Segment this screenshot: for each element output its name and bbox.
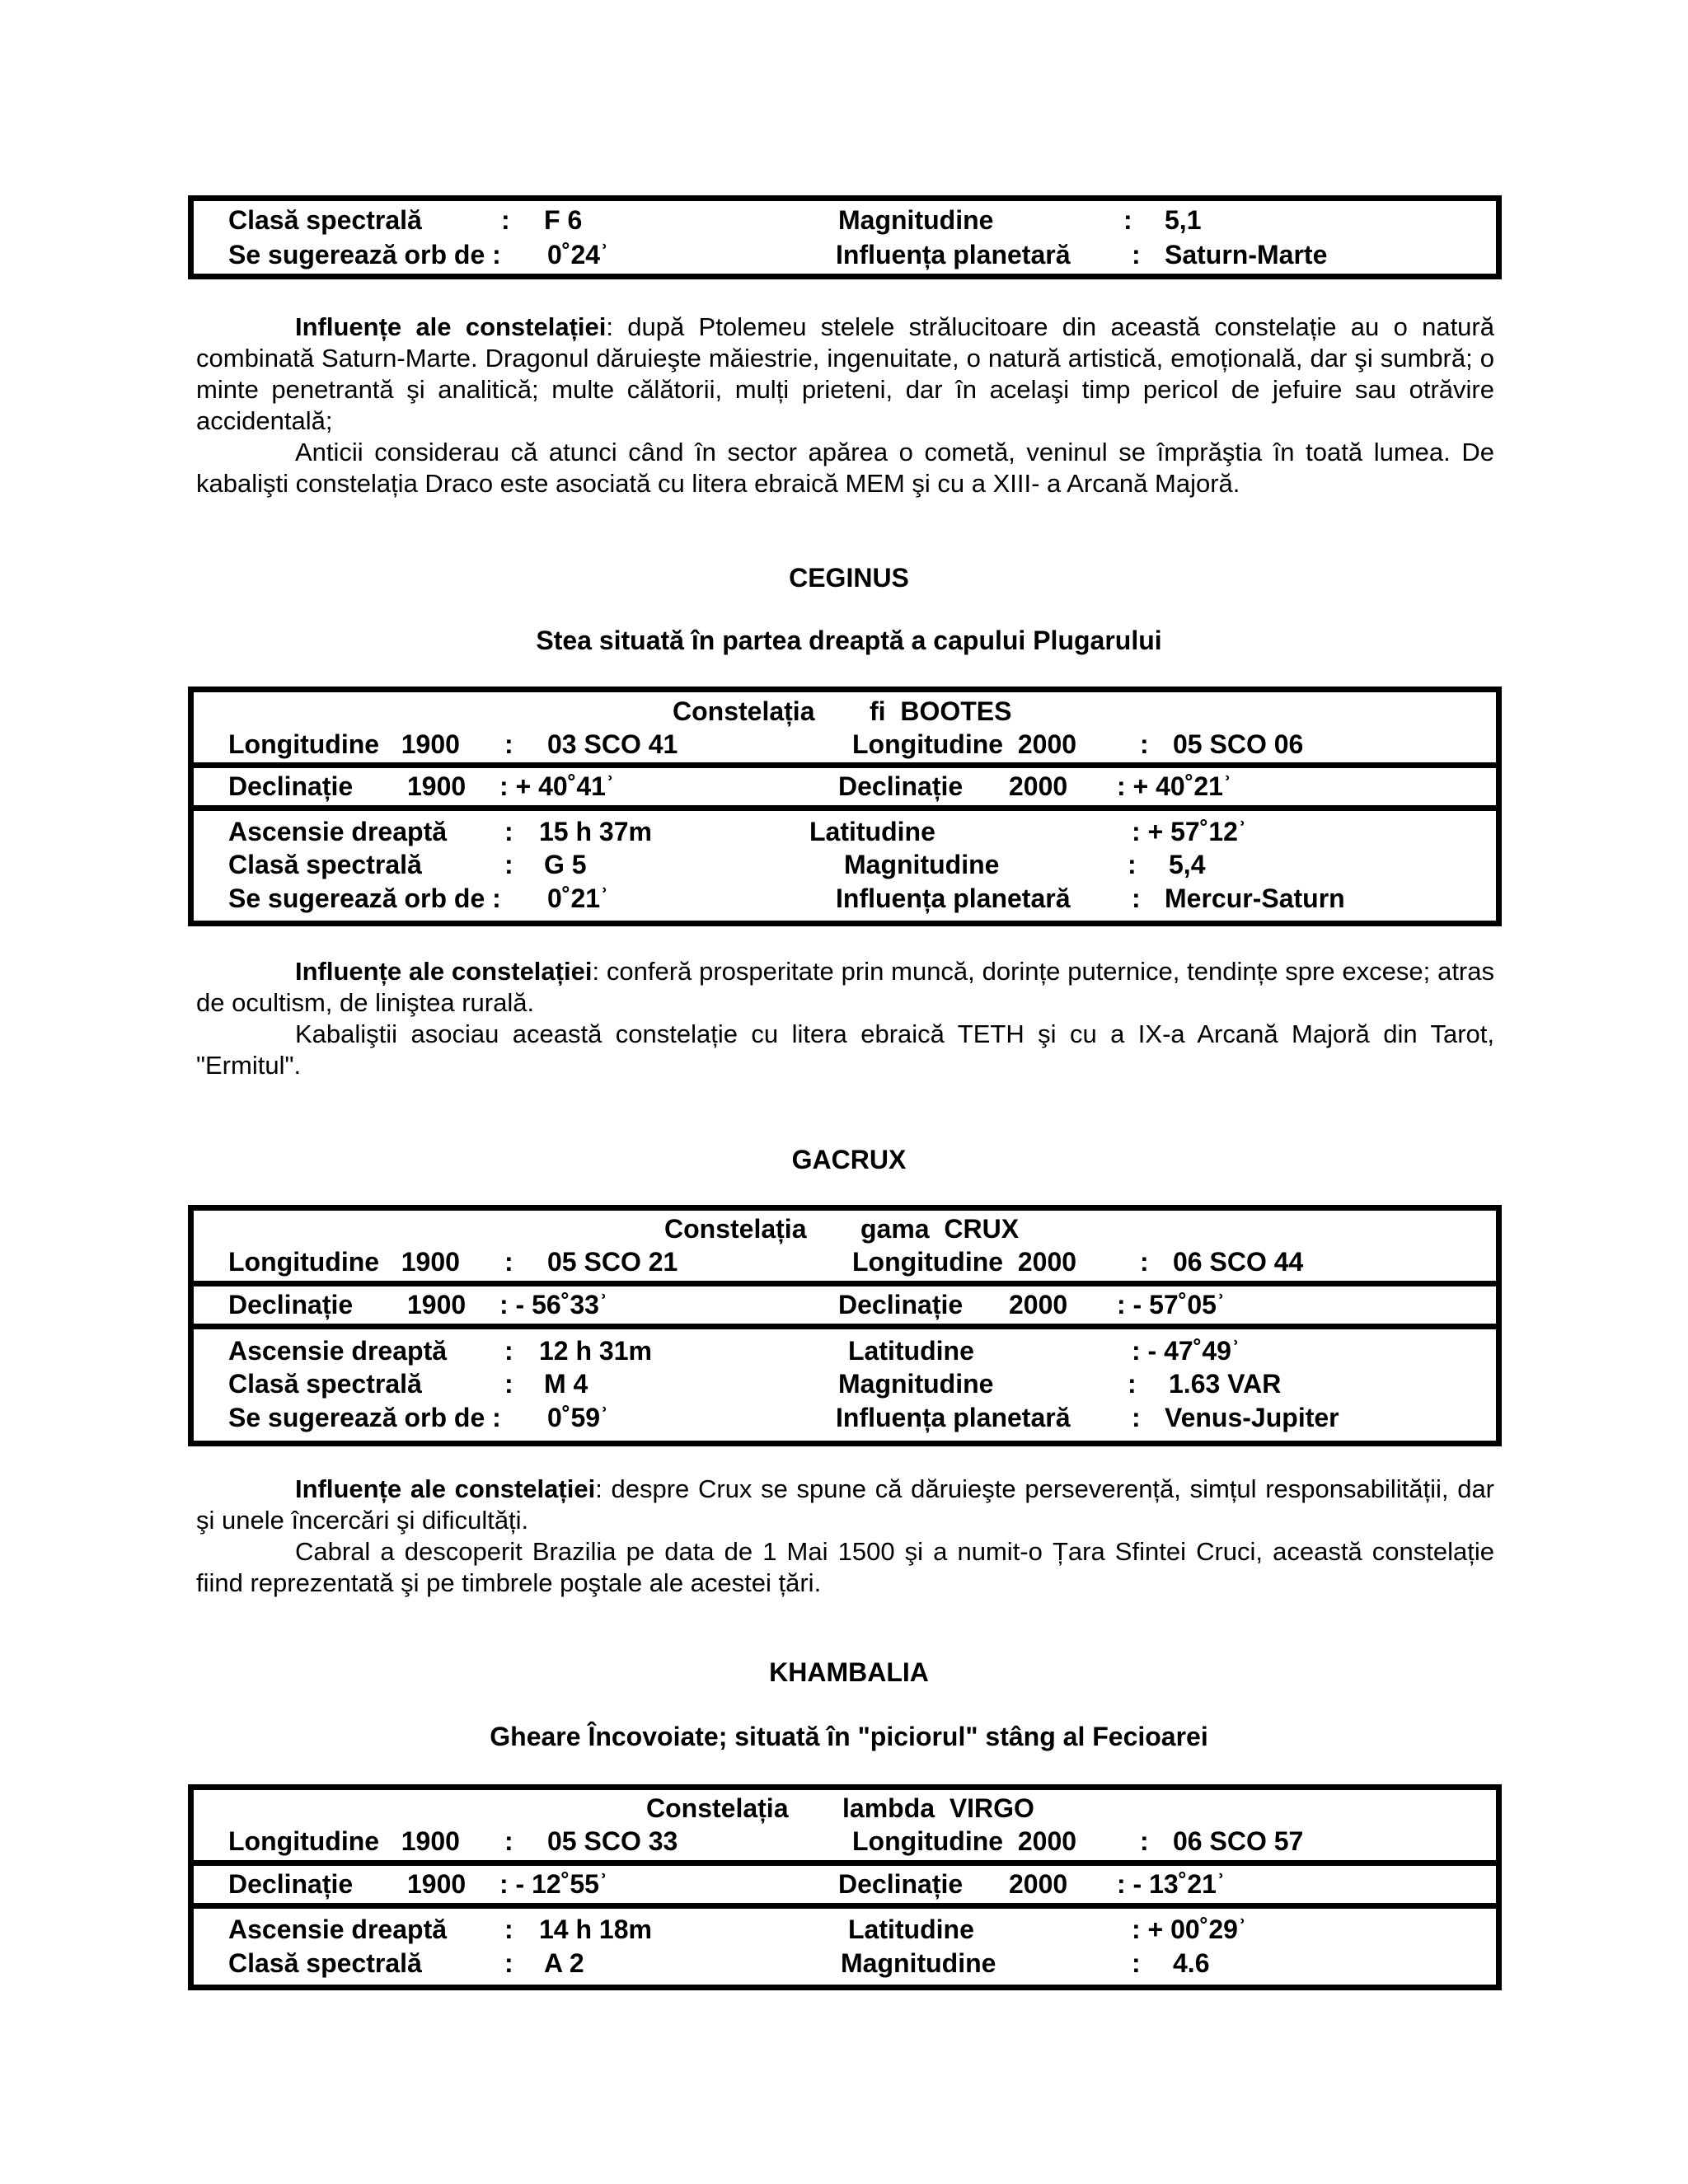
constellation-label: Constelația [664, 1214, 807, 1244]
declination-2000-value: : + 40˚21ʾ [1117, 771, 1232, 801]
right-ascension-value: 14 h 18m [539, 1915, 652, 1944]
constellation-value: fi BOOTES [870, 696, 1012, 726]
colon: : [1140, 729, 1149, 759]
longitude-2000-label: Longitudine 2000 [852, 1247, 1077, 1277]
planetary-influence-value: Mercur-Saturn [1165, 883, 1345, 913]
latitude-label: Latitudine [809, 817, 935, 846]
table-divider [188, 1281, 1502, 1286]
orb-label: Se sugerează orb de : [228, 240, 501, 269]
paragraph: Anticii considerau că atunci când în sector apărea o cometă, veninul se împrăştia în toată lumea. De kabalişti constelația Draco este asociată cu litera ebraică MEM şi cu a XIII- a Arcană Majoră. [196, 438, 1494, 498]
colon: : [1132, 1948, 1141, 1978]
influence-text: : conferă prosperitate prin muncă, dorințe puternice, tendințe spre excese; atras de ocultism, de liniştea rurală. [196, 957, 1494, 1017]
planetary-influence-value: Venus-Jupiter [1165, 1403, 1339, 1432]
magnitude-value: 5,4 [1169, 850, 1206, 879]
latitude-value: : + 00˚29ʾ [1132, 1915, 1247, 1944]
declination-1900-value: : - 56˚33ʾ [499, 1290, 608, 1319]
spectral-class-label: Clasă spectrală [228, 1948, 422, 1978]
declination-2000-label: Declinație [838, 771, 964, 801]
declination-2000-year: 2000 [1009, 1290, 1068, 1319]
constellation-influence-paragraph [196, 1474, 1494, 1536]
declination-1900-year: 1900 [407, 1869, 467, 1899]
colon: : [504, 729, 513, 759]
longitude-2000-label: Longitudine 2000 [852, 1826, 1077, 1856]
longitude-1900-label: Longitudine 1900 [228, 729, 460, 759]
right-ascension-value: 15 h 37m [539, 817, 652, 846]
influence-heading: Influențe ale constelației [295, 1474, 596, 1503]
declination-1900-value: : + 40˚41ʾ [499, 771, 615, 801]
colon: : [1140, 1247, 1149, 1277]
colon: : [1132, 240, 1141, 269]
star-title: CEGINUS [789, 563, 909, 593]
colon: : [1123, 205, 1132, 235]
latitude-value: : - 47˚49ʾ [1132, 1336, 1240, 1366]
influence-heading: Influențe ale constelației [295, 957, 593, 986]
declination-2000-year: 2000 [1009, 1869, 1068, 1899]
magnitude-value: 5,1 [1165, 205, 1202, 235]
declination-2000-year: 2000 [1009, 771, 1068, 801]
declination-2000-value: : - 13˚21ʾ [1117, 1869, 1226, 1899]
declination-1900-year: 1900 [407, 771, 467, 801]
table-divider [188, 1860, 1502, 1866]
colon: : [504, 1948, 513, 1978]
orb-label: Se sugerează orb de : [228, 883, 501, 913]
right-ascension-value: 12 h 31m [539, 1336, 652, 1366]
colon: : [504, 1826, 513, 1856]
table-divider [188, 762, 1502, 768]
spectral-class-value: A 2 [544, 1948, 584, 1978]
declination-1900-year: 1900 [407, 1290, 467, 1319]
constellation-value: lambda VIRGO [842, 1793, 1034, 1823]
planetary-influence-label: Influența planetară [836, 883, 1071, 913]
constellation-label: Constelația [646, 1793, 789, 1823]
colon: : [504, 1915, 513, 1944]
magnitude-label: Magnitudine [838, 1369, 994, 1399]
star-subtitle: Gheare Încovoiate; situată în "piciorul" stâng al Fecioarei [490, 1722, 1208, 1751]
constellation-influence-paragraph [196, 956, 1494, 1019]
planetary-influence-value: Saturn-Marte [1165, 240, 1328, 269]
orb-value: 0˚24ʾ [547, 240, 609, 269]
colon: : [504, 1369, 513, 1399]
spectral-class-value: F 6 [544, 205, 583, 235]
longitude-2000-label: Longitudine 2000 [852, 729, 1077, 759]
longitude-1900-label: Longitudine 1900 [228, 1826, 460, 1856]
spectral-class-label: Clasă spectrală [228, 850, 422, 879]
influence-heading: Influențe ale constelației [295, 312, 607, 341]
longitude-2000-value: 05 SCO 06 [1173, 729, 1304, 759]
declination-2000-label: Declinație [838, 1869, 964, 1899]
spectral-class-value: G 5 [544, 850, 587, 879]
latitude-label: Latitudine [848, 1915, 974, 1944]
table-divider [188, 1324, 1502, 1329]
table-divider [188, 805, 1502, 811]
constellation-label: Constelația [673, 696, 815, 726]
longitude-2000-value: 06 SCO 44 [1173, 1247, 1304, 1277]
colon: : [1132, 883, 1141, 913]
star-title: GACRUX [791, 1145, 907, 1174]
planetary-influence-label: Influența planetară [836, 240, 1071, 269]
star-title: KHAMBALIA [769, 1657, 929, 1687]
orb-value: 0˚21ʾ [547, 883, 609, 913]
influence-text: : după Ptolemeu stelele strălucitoare din această constelație au o natură combinată Saturn-Marte. Dragonul dăruieşte măiestrie, ingenuitate, o natură artistică, emoțională, dar şi sumbră; o minte penetrantă şi analitică; multe călătorii, mulți prieteni, dar în acelaşi timp pericol de jefuire sau otrăvire accidentală; [196, 312, 1494, 435]
colon: : [504, 850, 513, 879]
table-divider [188, 1903, 1502, 1909]
colon: : [504, 817, 513, 846]
longitude-1900-label: Longitudine 1900 [228, 1247, 460, 1277]
star-subtitle: Stea situată în partea dreaptă a capului Plugarului [536, 626, 1162, 655]
magnitude-value: 1.63 VAR [1169, 1369, 1282, 1399]
planetary-influence-label: Influența planetară [836, 1403, 1071, 1432]
declination-1900-label: Declinație [228, 1869, 354, 1899]
colon: : [1128, 1369, 1137, 1399]
magnitude-label: Magnitudine [841, 1948, 996, 1978]
magnitude-label: Magnitudine [844, 850, 1000, 879]
colon: : [501, 205, 510, 235]
right-ascension-label: Ascensie dreaptă [228, 817, 448, 846]
colon: : [1128, 850, 1137, 879]
magnitude-label: Magnitudine [838, 205, 994, 235]
declination-1900-value: : - 12˚55ʾ [499, 1869, 608, 1899]
colon: : [1140, 1826, 1149, 1856]
declination-1900-label: Declinație [228, 771, 354, 801]
declination-2000-label: Declinație [838, 1290, 964, 1319]
colon: : [1132, 1403, 1141, 1432]
longitude-1900-value: 05 SCO 21 [547, 1247, 678, 1277]
colon: : [504, 1247, 513, 1277]
orb-value: 0˚59ʾ [547, 1403, 609, 1432]
influence-text: : despre Crux se spune că dăruieşte perseverență, simțul responsabilității, dar şi unele încercări şi dificultăți. [196, 1474, 1495, 1535]
constellation-value: gama CRUX [860, 1214, 1020, 1244]
colon: : [504, 1336, 513, 1366]
declination-1900-label: Declinație [228, 1290, 354, 1319]
right-ascension-label: Ascensie dreaptă [228, 1915, 448, 1944]
magnitude-value: 4.6 [1173, 1948, 1210, 1978]
latitude-label: Latitudine [848, 1336, 974, 1366]
constellation-influence-paragraph [196, 312, 1494, 437]
spectral-class-label: Clasă spectrală [228, 1369, 422, 1399]
paragraph: Kabaliştii asociau această constelație cu litera ebraică TETH şi cu a IX-a Arcană Majoră din Tarot, "Ermitul". [196, 1019, 1494, 1080]
longitude-2000-value: 06 SCO 57 [1173, 1826, 1304, 1856]
spectral-class-value: M 4 [544, 1369, 588, 1399]
orb-label: Se sugerează orb de : [228, 1403, 501, 1432]
spectral-class-label: Clasă spectrală [228, 205, 422, 235]
paragraph: Cabral a descoperit Brazilia pe data de 1 Mai 1500 şi a numit-o Țara Sfintei Cruci, această constelație fiind reprezentată şi pe timbrele poştale ale acestei țări. [196, 1537, 1494, 1597]
declination-2000-value: : - 57˚05ʾ [1117, 1290, 1226, 1319]
right-ascension-label: Ascensie dreaptă [228, 1336, 448, 1366]
latitude-value: : + 57˚12ʾ [1132, 817, 1247, 846]
longitude-1900-value: 03 SCO 41 [547, 729, 678, 759]
longitude-1900-value: 05 SCO 33 [547, 1826, 678, 1856]
